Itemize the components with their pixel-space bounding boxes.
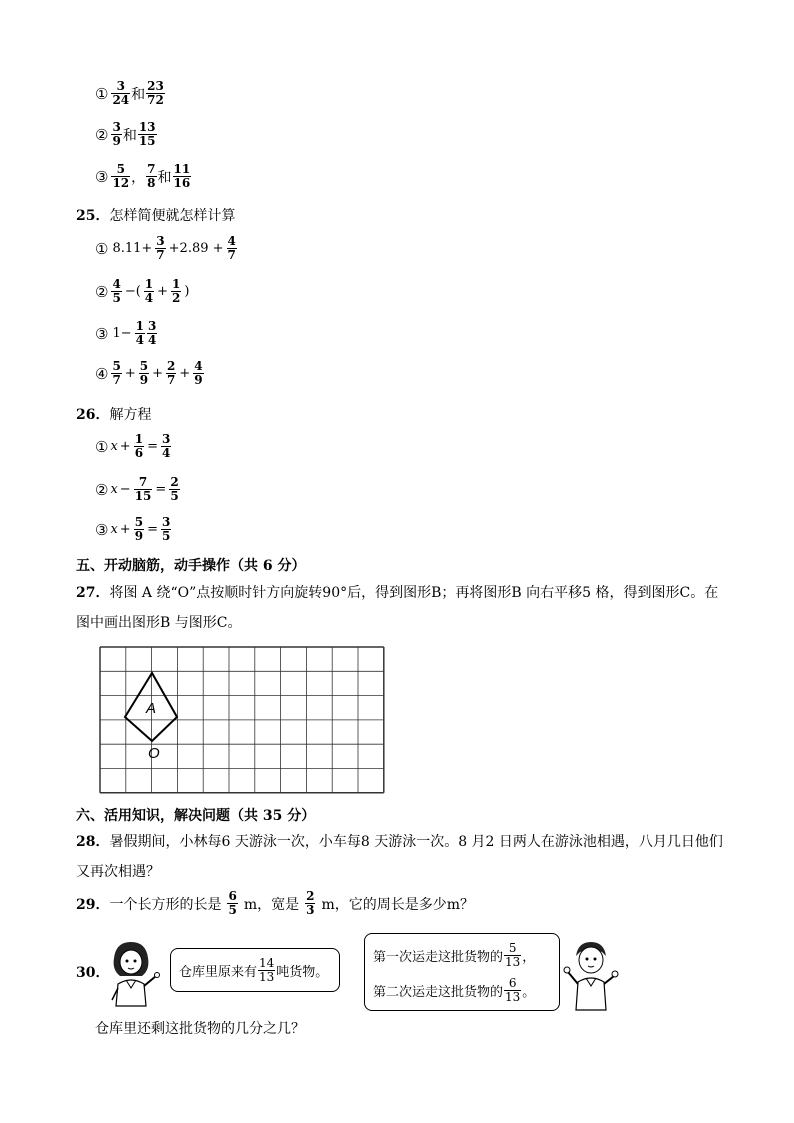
fraction: $\frac{3}{5}$ — [161, 515, 171, 543]
fraction: $\frac{23}{72}$ — [147, 79, 164, 107]
operator: + — [119, 522, 131, 537]
fraction: $\frac{5}{9}$ — [139, 359, 149, 387]
item-marker: ② — [95, 125, 109, 144]
question-text: 一个长方形的长是 — [109, 896, 222, 913]
item-marker: ① — [95, 437, 109, 456]
operator: − — [119, 482, 131, 497]
fraction: $\frac{2}{5}$ — [170, 475, 179, 503]
q26-header — [76, 404, 151, 424]
fraction: $\frac{3}{4}$ — [161, 432, 171, 460]
q25-header — [76, 205, 235, 225]
q26-item-3 — [95, 516, 172, 543]
item-marker: ② — [95, 282, 109, 301]
q26-item-2 — [95, 476, 181, 503]
question-text: 解方程 — [109, 407, 152, 423]
question-text: m，它的周长是多少m？ — [321, 896, 475, 913]
bubble-text: 。 — [522, 984, 536, 1000]
q24-item-2 — [95, 121, 158, 148]
variable-x: x — [110, 482, 118, 497]
left-speech-bubble — [170, 948, 340, 992]
expr-text: + — [157, 284, 169, 299]
fraction: $\frac{1}{4}$ — [144, 277, 154, 305]
right-speech-bubble — [364, 933, 560, 1011]
bubble-text: 第一次运走这批货物的 — [373, 949, 504, 965]
item-marker: ② — [95, 480, 109, 499]
expr-text: + — [179, 366, 191, 381]
fraction: $\frac{2}{3}$ — [306, 889, 315, 917]
q25-item-4 — [95, 360, 205, 387]
label-o: O — [148, 745, 160, 762]
item-marker: ③ — [95, 167, 109, 186]
fraction: $\frac{5}{13}$ — [505, 940, 521, 969]
fraction: $\frac{13}{15}$ — [138, 120, 156, 148]
fraction: $\frac{4}{7}$ — [227, 234, 236, 262]
fraction: $\frac{7}{8}$ — [147, 162, 156, 190]
expr-text: +2.89 + — [168, 241, 224, 256]
q28-line-1 — [76, 831, 723, 851]
expr-text: ) — [184, 284, 190, 299]
variable-x: x — [110, 522, 118, 537]
fraction: $\frac{1}{6}$ — [134, 432, 144, 460]
fraction: $\frac{5}{12}$ — [112, 162, 130, 190]
question-text: 暑假期间，小林每6 天游泳一次，小车每8 天游泳一次。8 月2 日两人在游泳池相遇，八月几日他们 — [109, 834, 723, 850]
question-number: 28． — [76, 834, 110, 850]
fraction: $\frac{5}{9}$ — [134, 515, 144, 543]
item-marker: ③ — [95, 520, 109, 539]
question-number: 25． — [76, 208, 110, 224]
expr-text: 8.11+ — [112, 241, 153, 256]
equals-sign: = — [147, 522, 158, 537]
conjunction: 和 — [131, 86, 146, 103]
q30-question — [95, 1018, 305, 1038]
fraction: $\frac{3}{4}$ — [147, 319, 157, 347]
question-number: 30． — [76, 965, 110, 981]
question-number: 29． — [76, 896, 110, 913]
question-number: 27． — [76, 585, 110, 601]
fraction: $\frac{14}{13}$ — [259, 955, 275, 984]
fraction: $\frac{3}{7}$ — [156, 234, 165, 262]
bubble-text: 仓库里原来有 — [179, 964, 258, 980]
conjunction: 和 — [157, 169, 172, 186]
question-text: 图中画出图形B 与图形C。 — [76, 615, 242, 631]
question-text: 怎样简便就怎样计算 — [109, 208, 236, 224]
fraction: $\frac{5}{7}$ — [112, 359, 121, 387]
q25-item-2 — [95, 278, 191, 305]
fraction: $\frac{7}{15}$ — [134, 475, 152, 503]
operator: + — [119, 439, 131, 454]
grid-lines — [100, 647, 384, 793]
fraction: $\frac{6}{5}$ — [228, 889, 237, 917]
item-marker: ③ — [95, 324, 109, 343]
question-number: 26． — [76, 407, 110, 423]
expr-text: + — [124, 366, 136, 381]
q25-item-3 — [95, 320, 158, 347]
fraction: $\frac{4}{9}$ — [194, 359, 203, 387]
item-marker: ① — [95, 84, 109, 103]
fraction: $\frac{3}{9}$ — [112, 120, 121, 148]
bubble-text: 吨货物。 — [276, 964, 329, 980]
question-text: 仓库里还剩这批货物的几分之几？ — [95, 1021, 305, 1037]
fraction: $\frac{1}{4}$ — [135, 319, 144, 347]
expr-text: + — [152, 366, 163, 381]
separator: ， — [131, 169, 146, 186]
variable-x: x — [110, 439, 118, 454]
question-text: 又再次相遇？ — [76, 864, 160, 880]
q29-line — [76, 890, 474, 917]
q24-item-1 — [95, 80, 166, 107]
item-marker: ④ — [95, 364, 109, 383]
grid-figure — [98, 645, 388, 795]
question-text: m，宽是 — [243, 896, 300, 913]
fraction: $\frac{3}{24}$ — [112, 79, 130, 107]
equals-sign: = — [147, 439, 158, 454]
bubble-text: ， — [522, 949, 536, 965]
expr-text: 1− — [112, 326, 132, 341]
label-a: A — [146, 700, 157, 717]
girl-illustration — [100, 938, 162, 1008]
q24-item-3 — [95, 163, 192, 190]
question-text: 将图 A 绕“O”点按顺时针方向旋转90°后，得到图形B；再将图形B 向右平移5 格，得到图形C。在 — [109, 585, 719, 601]
q28-line-2 — [76, 861, 160, 881]
q25-item-1 — [95, 235, 238, 262]
item-marker: ① — [95, 239, 109, 258]
boy-illustration — [562, 938, 620, 1012]
fraction: $\frac{6}{13}$ — [505, 975, 521, 1004]
q26-item-1 — [95, 433, 172, 460]
section-6-title: 六、活用知识，解决问题（共 35 分） — [76, 808, 316, 824]
section-5-title: 五、开动脑筋，动手操作（共 6 分） — [76, 558, 306, 574]
q27-line-1 — [76, 582, 718, 602]
expr-text: −( — [124, 284, 141, 299]
fraction: $\frac{11}{16}$ — [173, 162, 191, 190]
fraction: $\frac{2}{7}$ — [166, 359, 176, 387]
q27-line-2 — [76, 612, 241, 632]
fraction: $\frac{1}{2}$ — [172, 277, 181, 305]
conjunction: 和 — [122, 127, 137, 144]
fraction: $\frac{4}{5}$ — [112, 277, 121, 305]
equals-sign: = — [155, 482, 167, 497]
bubble-text: 第二次运走这批货物的 — [373, 984, 504, 1000]
